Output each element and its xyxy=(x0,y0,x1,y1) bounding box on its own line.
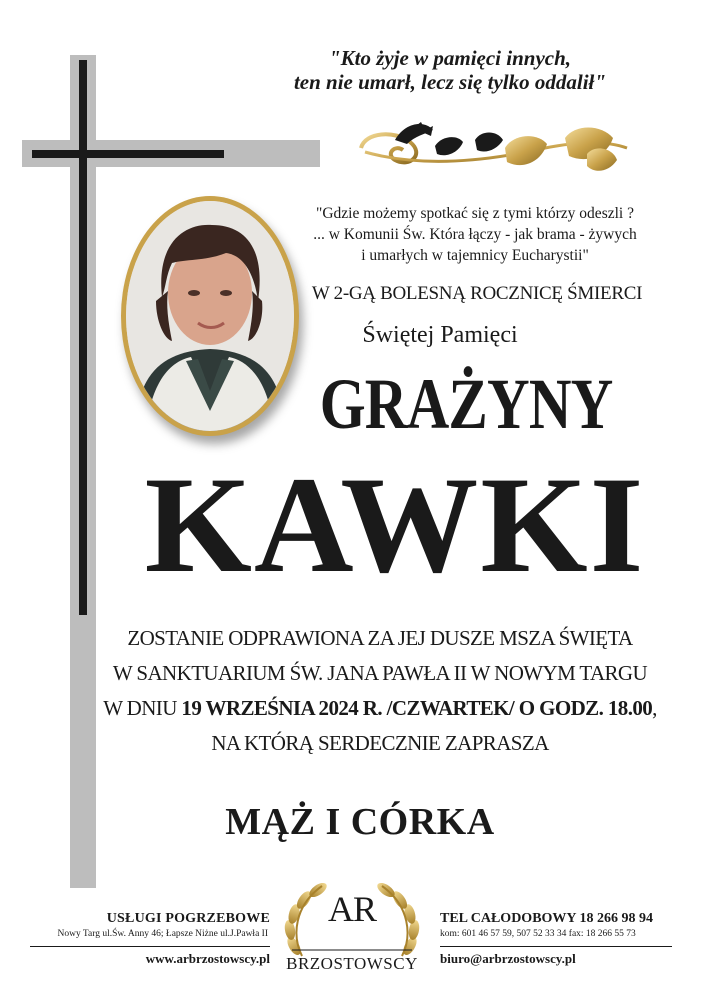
logo-monogram: AR xyxy=(327,889,376,929)
email-link[interactable]: biuro@arbrzostowscy.pl xyxy=(440,951,576,966)
logo-company-name: BRZOSTOWSCY xyxy=(286,954,418,973)
portrait-photo xyxy=(126,201,294,431)
mass-announcement xyxy=(100,621,660,761)
top-quote-line-2: ten nie umarł, lecz się tylko oddalił" xyxy=(293,70,607,94)
anniversary-heading: W 2-GĄ BOLESNĄ ROCZNICĘ ŚMIERCI xyxy=(311,283,643,304)
announcement-line-4: NA KTÓRĄ SERDECZNIE ZAPRASZA xyxy=(211,731,549,755)
memory-heading: Świętej Pamięci xyxy=(362,322,518,348)
eucharist-quote-line-2: ... w Komunii Św. Która łączy - jak brama - żywych xyxy=(313,226,637,243)
announcement-date-suffix: , xyxy=(652,696,657,720)
mobile-fax-numbers: kom: 601 46 57 59, 507 52 33 34 fax: 18 266 55 73 xyxy=(440,929,636,939)
announcement-line-3 xyxy=(100,691,660,726)
website-link[interactable]: www.arbrzostowscy.pl xyxy=(145,951,270,966)
deceased-surname: KAWKI xyxy=(144,448,646,601)
vine-ornament-icon xyxy=(355,118,635,190)
funeral-services-address: Nowy Targ ul.Św. Anny 46; Łapsze Niżne ul.J.Pawła II xyxy=(57,929,268,939)
eucharist-quote-line-3: i umarłych w tajemnicy Eucharystii" xyxy=(361,247,589,264)
footer-divider-left xyxy=(30,946,270,947)
phone-number: TEL CAŁODOBOWY 18 266 98 94 xyxy=(440,911,654,926)
announcement-line-1: ZOSTANIE ODPRAWIONA ZA JEJ DUSZE MSZA ŚWIĘTA xyxy=(127,626,633,650)
footer-divider-right xyxy=(440,946,672,947)
portrait-placeholder-icon xyxy=(126,201,294,431)
eucharist-quote-line-1: "Gdzie możemy spotkać się z tymi którzy odeszli ? xyxy=(316,205,634,222)
eucharist-quote xyxy=(290,203,660,266)
top-quote xyxy=(240,46,660,94)
announcement-date: 19 WRZEŚNIA 2024 R. /CZWARTEK/ O GODZ. 18.00 xyxy=(181,696,653,720)
deceased-first-name: GRAŻYNY xyxy=(319,364,613,444)
funeral-services-title: USŁUGI POGRZEBOWE xyxy=(106,911,270,926)
top-quote-line-1: "Kto żyje w pamięci innych, xyxy=(328,46,572,70)
announcement-line-2: W SANKTUARIUM ŚW. JANA PAWŁA II W NOWYM TARGU xyxy=(112,661,648,685)
cross-icon-vertical xyxy=(79,60,87,615)
portrait-photo-frame xyxy=(121,196,299,436)
family-signature: MĄŻ I CÓRKA xyxy=(225,801,495,843)
announcement-date-prefix: W DNIU xyxy=(103,696,182,720)
cross-icon-horizontal xyxy=(32,150,224,158)
